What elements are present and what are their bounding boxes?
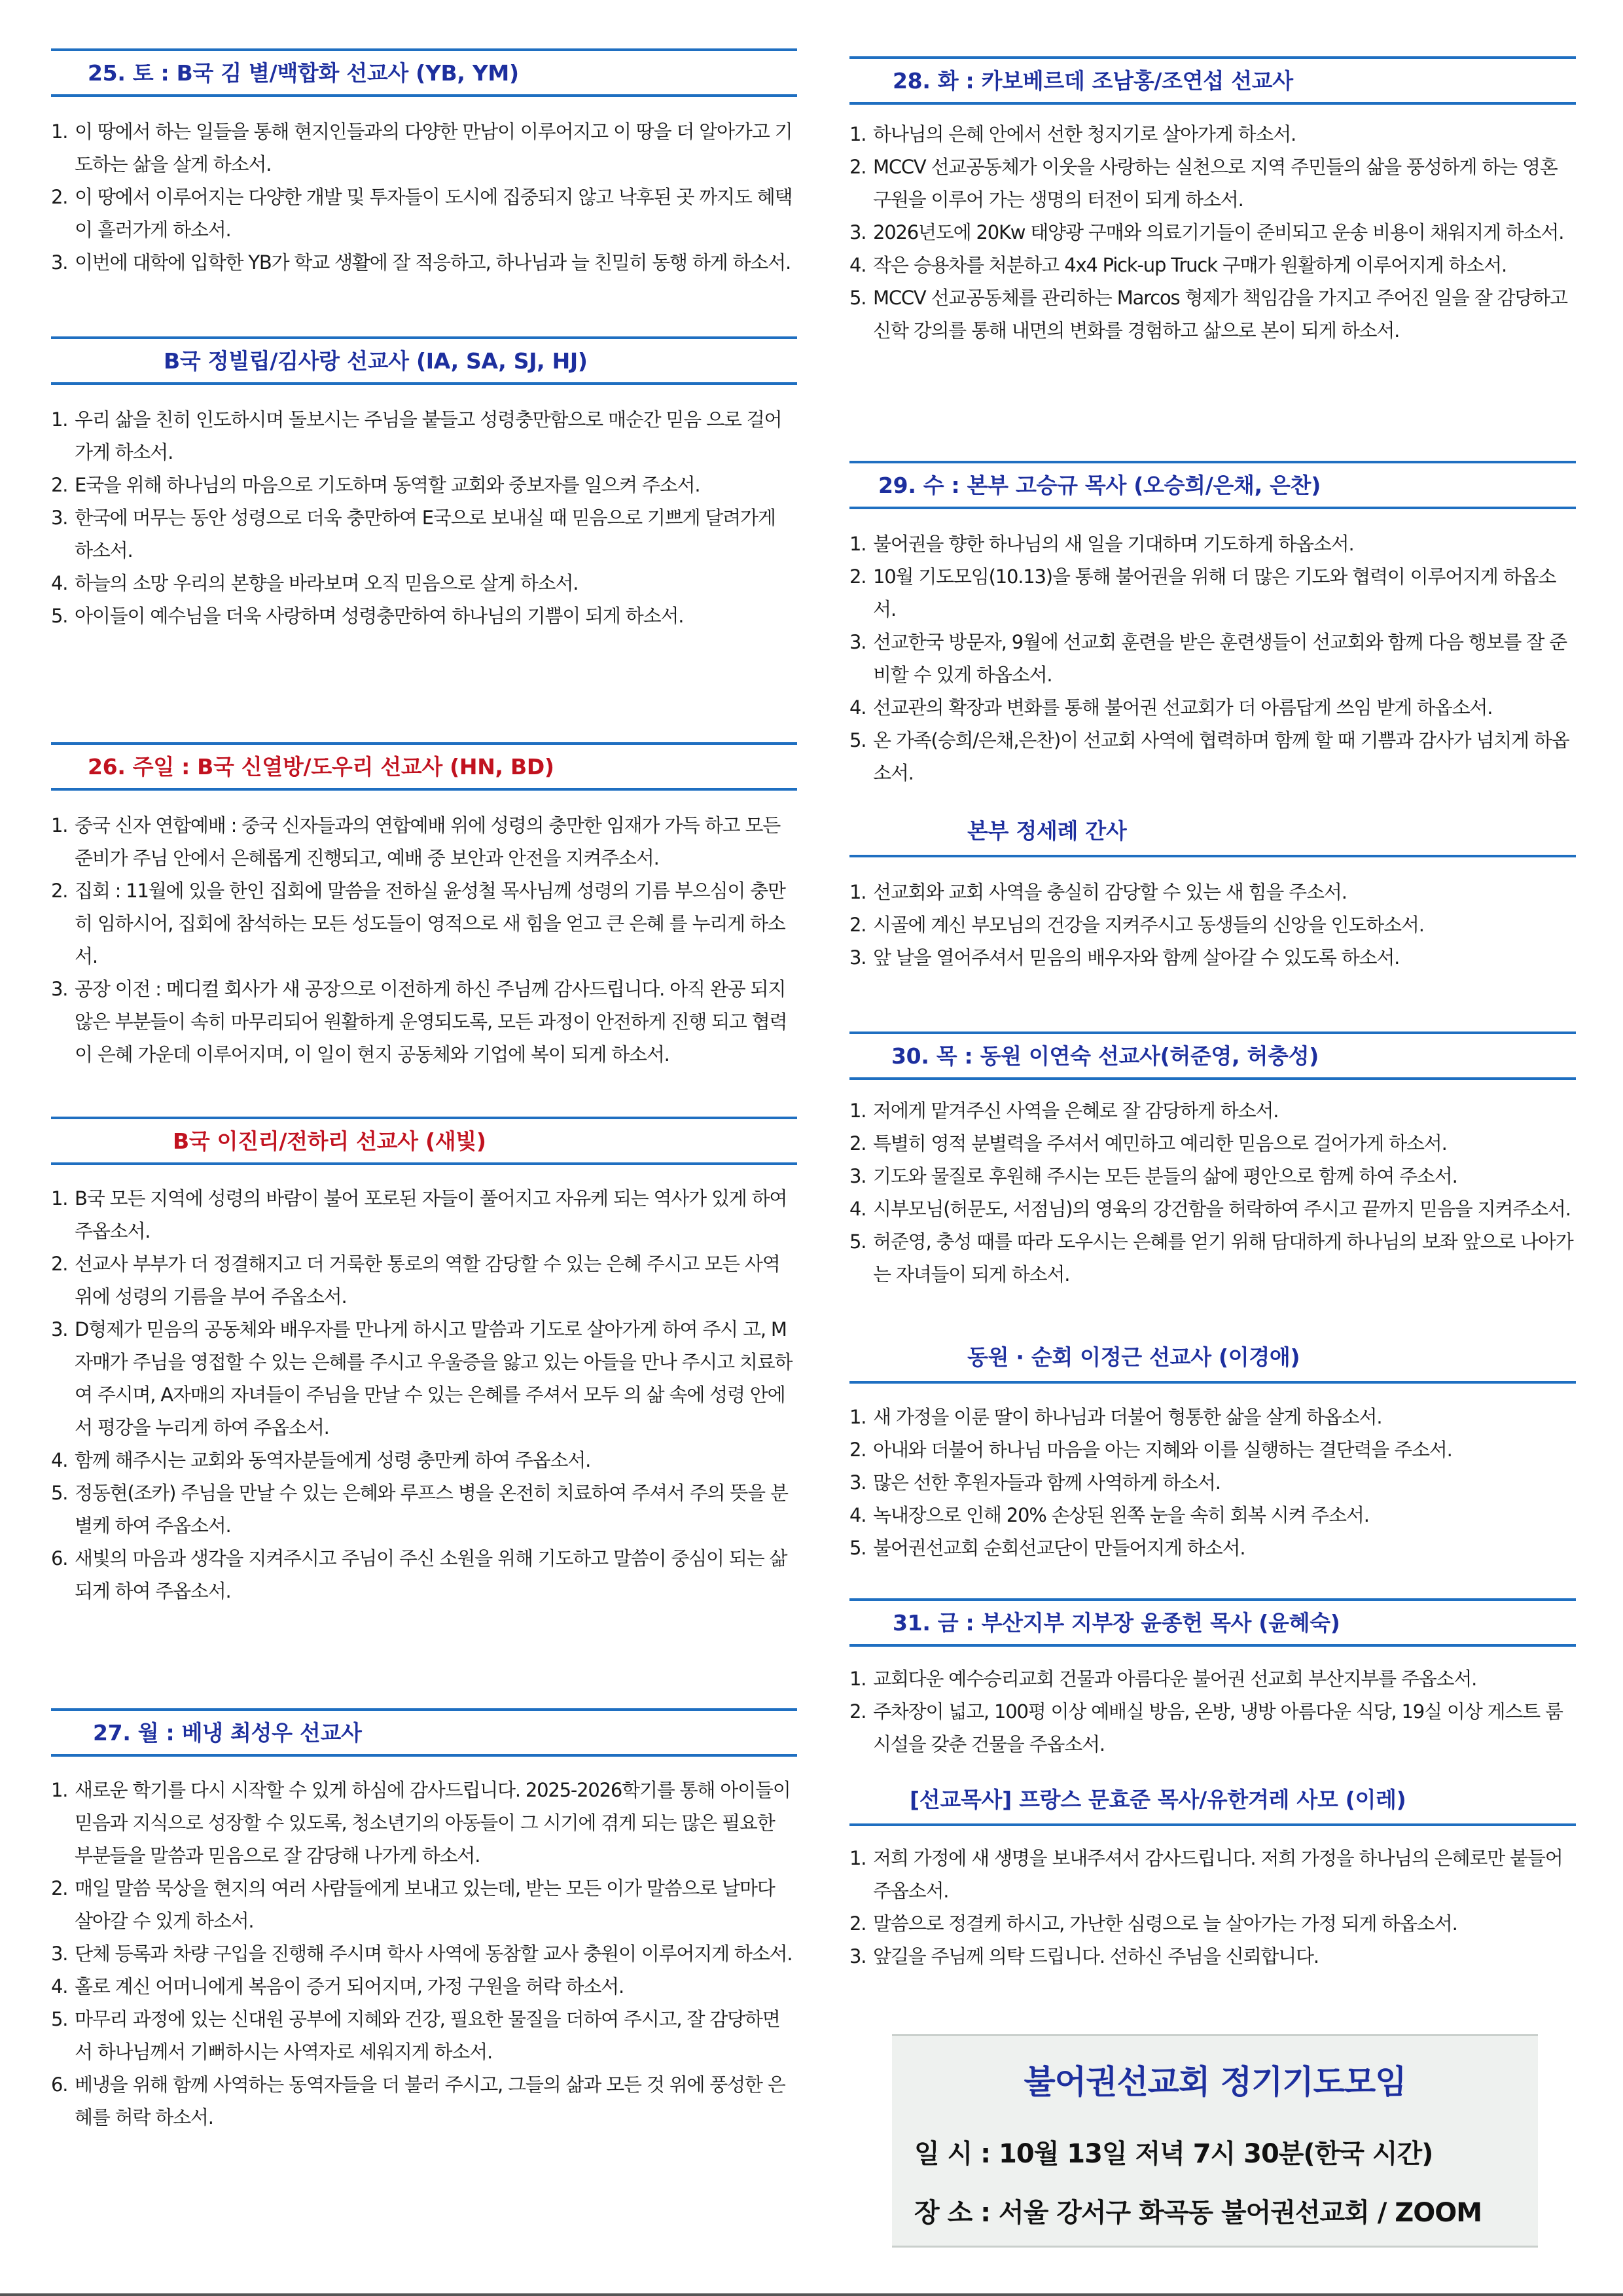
prayer-item	[51, 2068, 797, 2134]
section-30	[849, 1031, 1576, 1291]
item-text: 함께 해주시는 교회와 동역자분들에게 성령 충만케 하여 주옵소서.	[75, 1449, 591, 1471]
item-text: 저희 가정에 새 생명을 보내주셔서 감사드립니다. 저희 가정을 하나님의 은혜로만 붙들어 주옵소서.	[873, 1847, 1563, 1902]
item-number: 1.	[51, 408, 68, 431]
section-25	[51, 48, 797, 279]
item-text: 선교사 부부가 더 정결해지고 더 거룩한 통로의 역할 감당할 수 있는 은혜 주시고 모든 사역 위에 성령의 기름을 부어 주옵소서.	[75, 1253, 780, 1308]
section-header	[849, 56, 1576, 105]
section-31b	[849, 1778, 1576, 1973]
prayer-list	[849, 876, 1576, 974]
item-text: 베냉을 위해 함께 사역하는 동역자들을 더 불러 주시고, 그들의 삶과 모든 것 위에 풍성한 은혜를 허락 하소서.	[75, 2073, 785, 2128]
prayer-list	[849, 528, 1576, 789]
prayer-item	[849, 281, 1576, 347]
section-header	[849, 1778, 1576, 1826]
item-number: 5.	[51, 2008, 68, 2030]
item-text: 온 가족(승희/은채,은찬)이 선교회 사역에 협력하며 함께 할 때 기쁨과 감사가 넘치게 하옵소서.	[873, 729, 1569, 784]
item-text: 하나님의 은혜 안에서 선한 청지기로 살아가게 하소서.	[873, 123, 1296, 145]
prayer-list	[51, 809, 797, 1071]
item-text: 허준영, 충성 때를 따라 도우시는 은혜를 얻기 위해 담대하게 하나님의 보좌 앞으로 나아가는 자녀들이 되게 하소서.	[873, 1230, 1573, 1285]
prayer-item	[51, 501, 797, 567]
prayer-item	[849, 560, 1576, 626]
prayer-item	[849, 691, 1576, 724]
prayer-item	[849, 1842, 1576, 1907]
section-header	[849, 1598, 1576, 1647]
item-text: 홀로 계신 어머니에게 복음이 증거 되어지며, 가정 구원을 허락 하소서.	[75, 1975, 624, 1998]
item-text: 많은 선한 후원자들과 함께 사역하게 하소서.	[873, 1471, 1221, 1494]
item-text: 작은 승용차를 처분하고 4x4 Pick-up Truck 구매가 원활하게 이루어지게 하소서.	[873, 254, 1507, 276]
item-text: B국 모든 지역에 성령의 바람이 불어 포로된 자들이 풀어지고 자유케 되는 역사가 있게 하여 주옵소서.	[75, 1187, 787, 1242]
item-number: 2.	[51, 1877, 68, 1899]
section-25b	[51, 336, 797, 632]
section-header	[849, 1031, 1576, 1080]
item-number: 1.	[849, 1847, 866, 1869]
prayer-list	[849, 118, 1576, 347]
item-number: 3.	[51, 251, 68, 274]
prayer-item	[51, 567, 797, 600]
item-number: 1.	[51, 120, 68, 143]
item-text: 선교한국 방문자, 9월에 선교회 훈련을 받은 훈련생들이 선교회와 함께 다음 행보를 잘 준비할 수 있게 하옵소서.	[873, 631, 1567, 686]
item-number: 4.	[51, 572, 68, 594]
item-number: 2.	[849, 1700, 866, 1723]
item-number: 5.	[849, 1230, 866, 1253]
item-text: 불어권을 향한 하나님의 새 일을 기대하며 기도하게 하옵소서.	[873, 533, 1354, 555]
item-text: 매일 말씀 묵상을 현지의 여러 사람들에게 보내고 있는데, 받는 모든 이가 말씀으로 날마다 살아갈 수 있게 하소서.	[75, 1877, 775, 1932]
prayer-item	[849, 1160, 1576, 1193]
item-number: 2.	[849, 914, 866, 936]
section-31	[849, 1598, 1576, 1761]
item-number: 1.	[849, 1100, 866, 1122]
prayer-list	[849, 1401, 1576, 1564]
item-number: 1.	[849, 1668, 866, 1690]
item-text: 집회 : 11월에 있을 한인 집회에 말씀을 전하실 윤성철 목사님께 성령의 기름 부으심이 충만히 임하시어, 집회에 참석하는 모든 성도들이 영적으로 새 힘을 얻고 큰 은혜 를 누리게 하소서.	[75, 880, 785, 967]
section-29	[849, 461, 1576, 789]
item-text: 특별히 영적 분별력을 주셔서 예민하고 예리한 믿음으로 걸어가게 하소서.	[873, 1132, 1447, 1155]
item-text: 새로운 학기를 다시 시작할 수 있게 하심에 감사드립니다. 2025-2026학기를 통해 아이들이 믿음과 지식으로 성장할 수 있도록, 청소년기의 아동들이 그 시기에 겪게 되는 많은 필요한 부분들을 말씀과 믿음으로 잘 감당해 나가게 하소서.	[75, 1779, 791, 1867]
prayer-item	[51, 1774, 797, 1872]
section-title: 25. 토 : B국 김 별/백합화 선교사 (YB, YM)	[88, 60, 519, 86]
item-text: 중국 신자 연합예배 : 중국 신자들과의 연합예배 위에 성령의 충만한 임재가 가득 하고 모든 준비가 주님 안에서 은혜롭게 진행되고, 예배 중 보안과 안전을 지켜주소서.	[75, 814, 781, 869]
prayer-item	[849, 908, 1576, 941]
prayer-item	[51, 1970, 797, 2003]
item-number: 5.	[51, 1482, 68, 1504]
item-number: 3.	[51, 1943, 68, 1965]
prayer-item	[51, 469, 797, 501]
item-number: 2.	[849, 565, 866, 588]
item-text: 저에게 맡겨주신 사역을 은혜로 잘 감당하게 하소서.	[873, 1100, 1279, 1122]
section-26	[51, 742, 797, 1071]
item-number: 1.	[849, 1406, 866, 1428]
item-number: 2.	[51, 880, 68, 902]
prayer-list	[849, 1662, 1576, 1761]
prayer-item	[51, 1444, 797, 1477]
meeting-time: 일 시 : 10월 13일 저녁 7시 30분(한국 시간)	[914, 2139, 1433, 2169]
item-text: 앞길을 주님께 의탁 드립니다. 선하신 주님을 신뢰합니다.	[873, 1945, 1319, 1967]
section-header	[51, 1708, 797, 1757]
section-26b	[51, 1117, 797, 1607]
page-bottom-rule	[0, 2293, 1623, 2296]
item-text: 불어권선교회 순회선교단이 만들어지게 하소서.	[873, 1537, 1245, 1559]
prayer-item	[849, 151, 1576, 216]
item-text: 이 땅에서 이루어지는 다양한 개발 및 투자들이 도시에 집중되지 않고 낙후된 곳 까지도 혜택이 흘러가게 하소서.	[75, 186, 793, 241]
prayer-item	[51, 1937, 797, 1970]
prayer-item	[849, 1940, 1576, 1973]
item-number: 2.	[51, 186, 68, 208]
item-text: 이번에 대학에 입학한 YB가 학교 생활에 잘 적응하고, 하나님과 늘 친밀히 동행 하게 하소서.	[75, 251, 791, 274]
item-number: 1.	[51, 1187, 68, 1210]
prayer-list	[51, 1182, 797, 1607]
item-number: 6.	[51, 2073, 68, 2096]
prayer-item	[849, 1907, 1576, 1940]
prayer-item	[51, 600, 797, 632]
section-title: [선교목사] 프랑스 문효준 목사/유한겨레 사모 (이레)	[910, 1787, 1406, 1812]
item-text: 이 땅에서 하는 일들을 통해 현지인들과의 다양한 만남이 이루어지고 이 땅을 더 알아가고 기도하는 삶을 살게 하소서.	[75, 120, 793, 175]
item-number: 5.	[849, 287, 866, 309]
item-text: 우리 삶을 친히 인도하시며 돌보시는 주님을 붙들고 성령충만함으로 매순간 믿음 으로 걸어가게 하소서.	[75, 408, 782, 463]
section-header	[849, 461, 1576, 509]
meeting-place: 장 소 : 서울 강서구 화곡동 불어권선교회 / ZOOM	[914, 2198, 1482, 2228]
item-number: 3.	[849, 1945, 866, 1967]
section-title: 본부 정세례 간사	[967, 818, 1127, 844]
prayer-item	[849, 876, 1576, 908]
prayer-item	[51, 809, 797, 874]
prayer-item	[849, 249, 1576, 281]
section-title: 29. 수 : 본부 고승규 목사 (오승희/은채, 은찬)	[878, 473, 1321, 498]
item-text: 선교회와 교회 사역을 충실히 감당할 수 있는 새 힘을 주소서.	[873, 881, 1347, 903]
prayer-item	[849, 1127, 1576, 1160]
item-text: 단체 등록과 차량 구입을 진행해 주시며 학사 사역에 동참할 교사 충원이 이루어지게 하소서.	[75, 1943, 793, 1965]
prayer-item	[849, 1225, 1576, 1291]
item-text: 한국에 머무는 동안 성령으로 더욱 충만하여 E국으로 보내실 때 믿음으로 기쁘게 달려가게 하소서.	[75, 507, 776, 562]
item-text: 새 가정을 이룬 딸이 하나님과 더불어 형통한 삶을 살게 하옵소서.	[873, 1406, 1382, 1428]
prayer-item	[51, 1477, 797, 1542]
meeting-notice-box	[892, 2034, 1538, 2248]
item-number: 1.	[849, 881, 866, 903]
item-number: 2.	[849, 156, 866, 178]
prayer-item	[849, 1193, 1576, 1225]
section-title: 31. 금 : 부산지부 지부장 윤종헌 목사 (윤혜숙)	[893, 1610, 1340, 1636]
item-text: 교회다운 예수승리교회 건물과 아름다운 불어권 선교회 부산지부를 주옵소서.	[873, 1668, 1477, 1690]
item-number: 2.	[51, 474, 68, 496]
item-text: MCCV 선교공동체를 관리하는 Marcos 형제가 책임감을 가지고 주어진 일을 잘 감당하고 신학 강의를 통해 내면의 변화를 경험하고 삶으로 본이 되게 하소서.	[873, 287, 1567, 342]
section-title: 28. 화 : 카보베르데 조남홍/조연섭 선교사	[893, 68, 1293, 94]
item-text: 앞 날을 열어주셔서 믿음의 배우자와 함께 살아갈 수 있도록 하소서.	[873, 946, 1400, 969]
section-28	[849, 56, 1576, 347]
section-title: 동원 · 순회 이정근 선교사 (이경애)	[967, 1344, 1300, 1370]
item-text: 마무리 과정에 있는 신대원 공부에 지혜와 건강, 필요한 물질을 더하여 주시고, 잘 감당하면서 하나님께서 기뻐하시는 사역자로 세워지게 하소서.	[75, 2008, 780, 2063]
item-text: 시골에 계신 부모님의 건강을 지켜주시고 동생들의 신앙을 인도하소서.	[873, 914, 1424, 936]
item-text: 10월 기도모임(10.13)을 통해 불어권을 위해 더 많은 기도와 협력이 이루어지게 하옵소서.	[873, 565, 1556, 620]
item-text: 정동현(조카) 주님을 만날 수 있는 은혜와 루프스 병을 온전히 치료하여 주셔서 주의 뜻을 분별케 하여 주옵소서.	[75, 1482, 788, 1537]
item-text: 2026년도에 20Kw 태양광 구매와 의료기기들이 준비되고 운송 비용이 채워지게 하소서.	[873, 221, 1564, 243]
section-header	[51, 336, 797, 385]
item-text: 선교관의 확장과 변화를 통해 불어권 선교회가 더 아름답게 쓰임 받게 하옵소서.	[873, 696, 1493, 719]
item-number: 4.	[849, 696, 866, 719]
section-header	[849, 1335, 1576, 1384]
prayer-item	[51, 2003, 797, 2068]
item-text: D형제가 믿음의 공동체와 배우자를 만나게 하시고 말씀과 기도로 살아가게 하여 주시 고, M자매가 주님을 영접할 수 있는 은혜를 주시고 우울증을 앓고 있는 아들을 만나 주시고 치료하여 주시며, A자매의 자녀들이 주님을 만날 수 있는 은혜를 주셔서 모두 의 삶 속에 성령 안에서 평강을 누리게 하여 주옵소서.	[75, 1318, 793, 1439]
item-text: 아내와 더불어 하나님 마음을 아는 지혜와 이를 실행하는 결단력을 주소서.	[873, 1439, 1452, 1461]
prayer-item	[51, 403, 797, 469]
item-text: 아이들이 예수님을 더욱 사랑하며 성령충만하여 하나님의 기쁨이 되게 하소서.	[75, 605, 684, 627]
prayer-item	[51, 1313, 797, 1444]
item-number: 1.	[849, 123, 866, 145]
section-title: B국 정빌립/김사랑 선교사 (IA, SA, SJ, HJ)	[164, 348, 588, 374]
item-number: 4.	[51, 1975, 68, 1998]
prayer-item	[849, 941, 1576, 974]
item-number: 5.	[849, 1537, 866, 1559]
item-text: 기도와 물질로 후원해 주시는 모든 분들의 삶에 평안으로 함께 하여 주소서.	[873, 1165, 1457, 1187]
item-number: 3.	[51, 978, 68, 1000]
section-30b	[849, 1335, 1576, 1564]
section-header	[51, 1117, 797, 1165]
prayer-item	[849, 216, 1576, 249]
section-header	[849, 809, 1576, 857]
item-text: 주차장이 넓고, 100평 이상 예배실 방음, 온방, 냉방 아름다운 식당, 19실 이상 게스트 룸 시설을 갖춘 건물을 주옵소서.	[873, 1700, 1563, 1755]
prayer-item	[51, 973, 797, 1071]
item-number: 1.	[849, 533, 866, 555]
prayer-item	[849, 1532, 1576, 1564]
section-27	[51, 1708, 797, 2134]
item-number: 5.	[51, 605, 68, 627]
item-number: 2.	[51, 1253, 68, 1275]
item-number: 4.	[849, 254, 866, 276]
prayer-item	[51, 246, 797, 279]
item-number: 3.	[849, 1471, 866, 1494]
prayer-item	[849, 1499, 1576, 1532]
item-number: 4.	[51, 1449, 68, 1471]
meeting-title: 불어권선교회 정기기도모임	[1024, 2063, 1406, 2101]
item-number: 2.	[849, 1912, 866, 1935]
item-text: 말씀으로 정결케 하시고, 가난한 심령으로 늘 살아가는 가정 되게 하옵소서.	[873, 1912, 1457, 1935]
section-title: 27. 월 : 베냉 최성우 선교사	[93, 1720, 362, 1746]
item-text: 새빛의 마음과 생각을 지켜주시고 주님이 주신 소원을 위해 기도하고 말씀이 중심이 되는 삶 되게 하여 주옵소서.	[75, 1547, 787, 1602]
item-number: 6.	[51, 1547, 68, 1570]
prayer-item	[51, 115, 797, 181]
prayer-item	[849, 1662, 1576, 1695]
item-text: E국을 위해 하나님의 마음으로 기도하며 동역할 교회와 중보자를 일으켜 주소서.	[75, 474, 700, 496]
prayer-item	[51, 1182, 797, 1247]
item-text: 시부모님(허문도, 서점님)의 영육의 강건함을 허락하여 주시고 끝까지 믿음을 지켜주소서.	[873, 1198, 1571, 1220]
item-number: 1.	[51, 814, 68, 836]
prayer-item	[849, 1695, 1576, 1761]
item-number: 3.	[849, 1165, 866, 1187]
prayer-item	[51, 181, 797, 246]
prayer-list	[51, 115, 797, 279]
prayer-item	[51, 874, 797, 973]
prayer-list	[849, 1842, 1576, 1973]
prayer-list	[51, 403, 797, 632]
item-number: 4.	[849, 1198, 866, 1220]
prayer-item	[51, 1872, 797, 1937]
item-number: 5.	[849, 729, 866, 751]
prayer-item	[849, 1401, 1576, 1433]
item-number: 2.	[849, 1439, 866, 1461]
section-title: 30. 목 : 동원 이연숙 선교사(허준영, 허충성)	[891, 1043, 1319, 1069]
prayer-item	[51, 1247, 797, 1313]
prayer-item	[849, 118, 1576, 151]
prayer-item	[849, 724, 1576, 789]
item-number: 3.	[849, 631, 866, 653]
item-text: MCCV 선교공동체가 이웃을 사랑하는 실천으로 지역 주민들의 삶을 풍성하게 하는 영혼 구원을 이루어 가는 생명의 터전이 되게 하소서.	[873, 156, 1558, 211]
prayer-list	[849, 1094, 1576, 1291]
prayer-item	[849, 1433, 1576, 1466]
item-text: 하늘의 소망 우리의 본향을 바라보며 오직 믿음으로 살게 하소서.	[75, 572, 579, 594]
prayer-item	[849, 626, 1576, 691]
section-29b	[849, 809, 1576, 974]
item-number: 1.	[51, 1779, 68, 1801]
item-text: 녹내장으로 인해 20% 손상된 왼쪽 눈을 속히 회복 시켜 주소서.	[873, 1504, 1369, 1526]
item-number: 2.	[849, 1132, 866, 1155]
item-number: 3.	[849, 221, 866, 243]
prayer-item	[51, 1542, 797, 1607]
prayer-item	[849, 1094, 1576, 1127]
section-header	[51, 742, 797, 791]
item-number: 3.	[849, 946, 866, 969]
section-title: 26. 주일 : B국 신열방/도우리 선교사 (HN, BD)	[88, 754, 554, 780]
item-text: 공장 이전 : 메디컬 회사가 새 공장으로 이전하게 하신 주님께 감사드립니다. 아직 완공 되지 않은 부분들이 속히 마무리되어 원활하게 운영되도록, 모든 과정이 안전하게 진행 되고 협력이 은혜 가운데 이루어지며, 이 일이 현지 공동체와 기업에 복이 되게 하소서.	[75, 978, 787, 1066]
prayer-item	[849, 1466, 1576, 1499]
section-header	[51, 48, 797, 97]
item-number: 3.	[51, 507, 68, 529]
item-number: 4.	[849, 1504, 866, 1526]
prayer-item	[849, 528, 1576, 560]
prayer-list	[51, 1774, 797, 2134]
section-title: B국 이진리/전하리 선교사 (새빛)	[173, 1128, 486, 1154]
item-number: 3.	[51, 1318, 68, 1340]
